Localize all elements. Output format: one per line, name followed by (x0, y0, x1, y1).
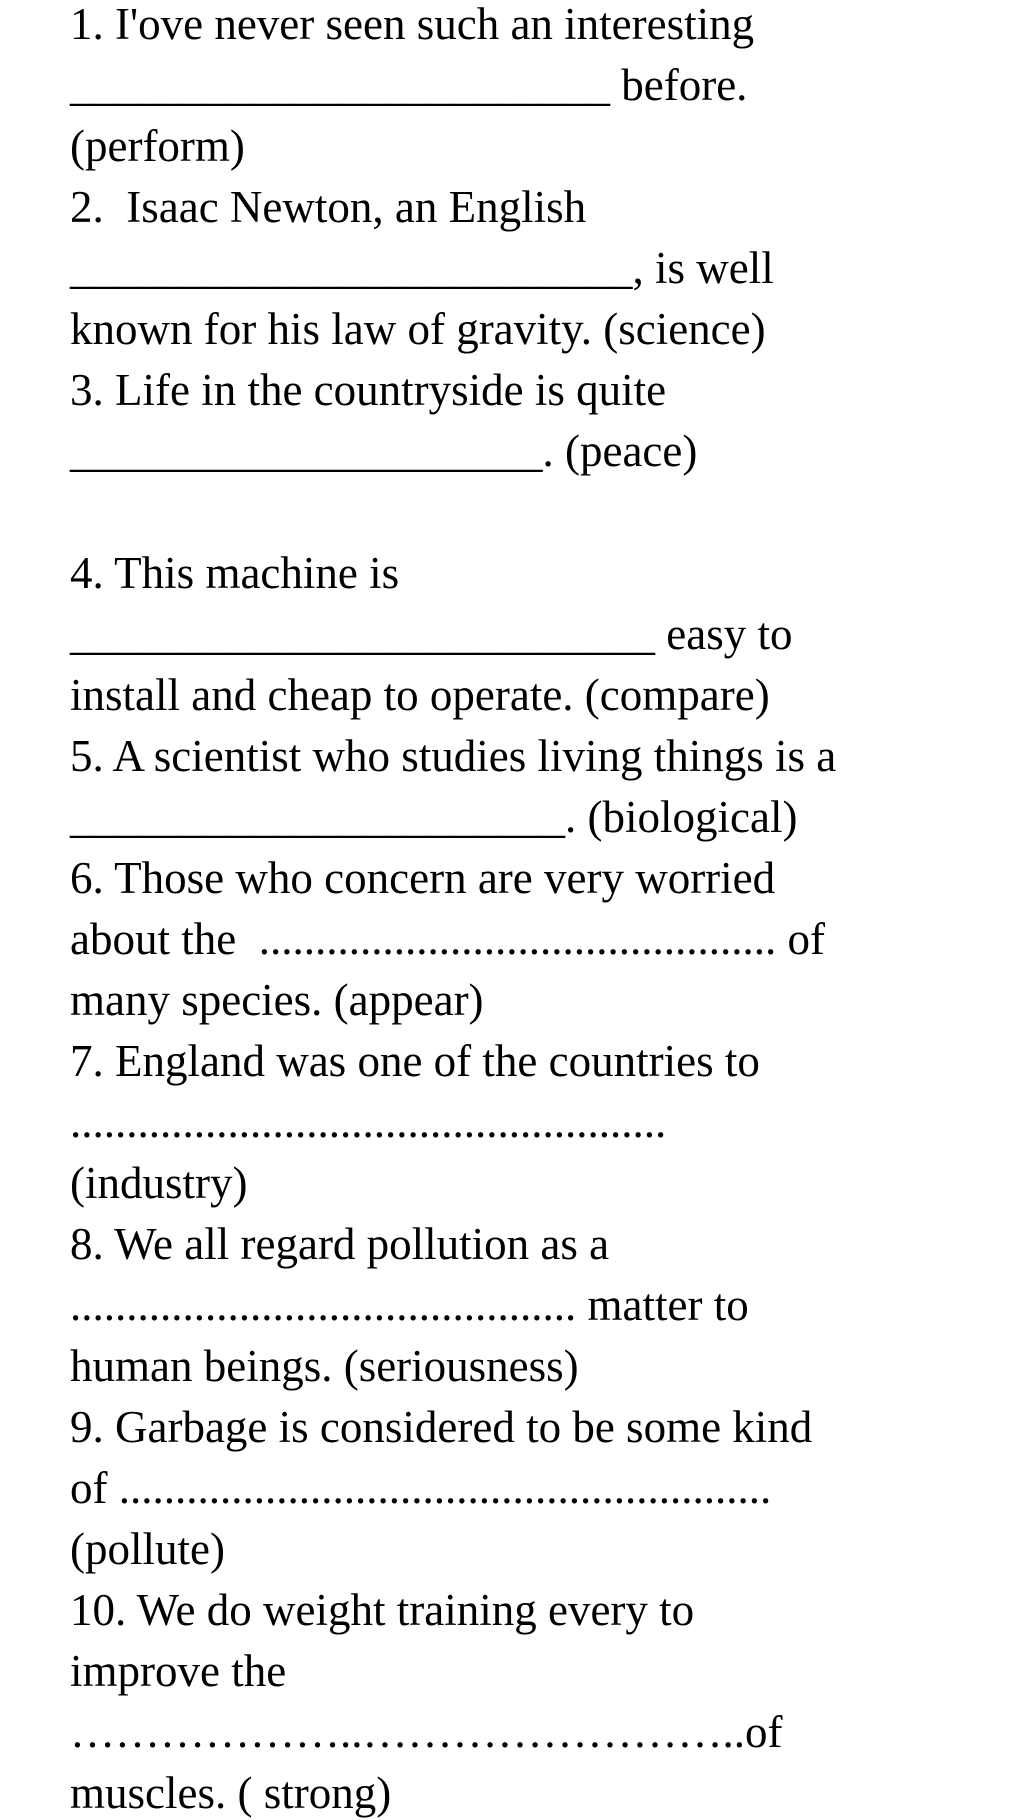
item-4-line-3: install and cheap to operate. (compare) (70, 670, 770, 720)
item-6-line-3: many species. (appear) (70, 975, 484, 1025)
item-4-line-1: 4. This machine is (70, 548, 400, 598)
item-10-line-1: 10. We do weight training every to (70, 1585, 695, 1635)
item-7-line-2: ..................................................... (70, 1097, 667, 1147)
item-8-line-2: ............................................. matter to (70, 1280, 749, 1330)
item-5-line-1: 5. A scientist who studies living things is a (70, 731, 837, 781)
item-9-line-3: (pollute) (70, 1524, 225, 1574)
item-2-line-2: _________________________, is well (70, 243, 774, 293)
item-8-line-1: 8. We all regard pollution as a (70, 1219, 610, 1269)
item-8-line-3: human beings. (seriousness) (70, 1341, 579, 1391)
item-10-line-3: ………………..……………………..of (70, 1707, 783, 1757)
item-2-line-3: known for his law of gravity. (science) (70, 304, 766, 354)
item-6-line-1: 6. Those who concern are very worried (70, 853, 776, 903)
item-7-line-1: 7. England was one of the countries to (70, 1036, 760, 1086)
item-1-line-2: ________________________ before. (70, 60, 748, 110)
item-3-line-2: _____________________. (peace) (70, 426, 698, 476)
item-3-line-1: 3. Life in the countryside is quite (70, 365, 667, 415)
item-1-line-3: (perform) (70, 121, 245, 171)
item-1-line-1: 1. I'ove never seen such an interesting (70, 0, 755, 49)
item-2-line-1: 2. Isaac Newton, an English (70, 182, 587, 232)
item-7-line-3: (industry) (70, 1158, 248, 1208)
item-9-line-1: 9. Garbage is considered to be some kind (70, 1402, 813, 1452)
item-10-line-2: improve the (70, 1646, 287, 1696)
item-6-line-2: about the .............................................. of (70, 914, 825, 964)
item-10-line-4: muscles. ( strong) (70, 1768, 392, 1818)
item-4-line-2: __________________________ easy to (70, 609, 793, 659)
item-5-line-2: ______________________. (biological) (70, 792, 798, 842)
item-9-line-2: of .......................................................... (70, 1463, 772, 1513)
